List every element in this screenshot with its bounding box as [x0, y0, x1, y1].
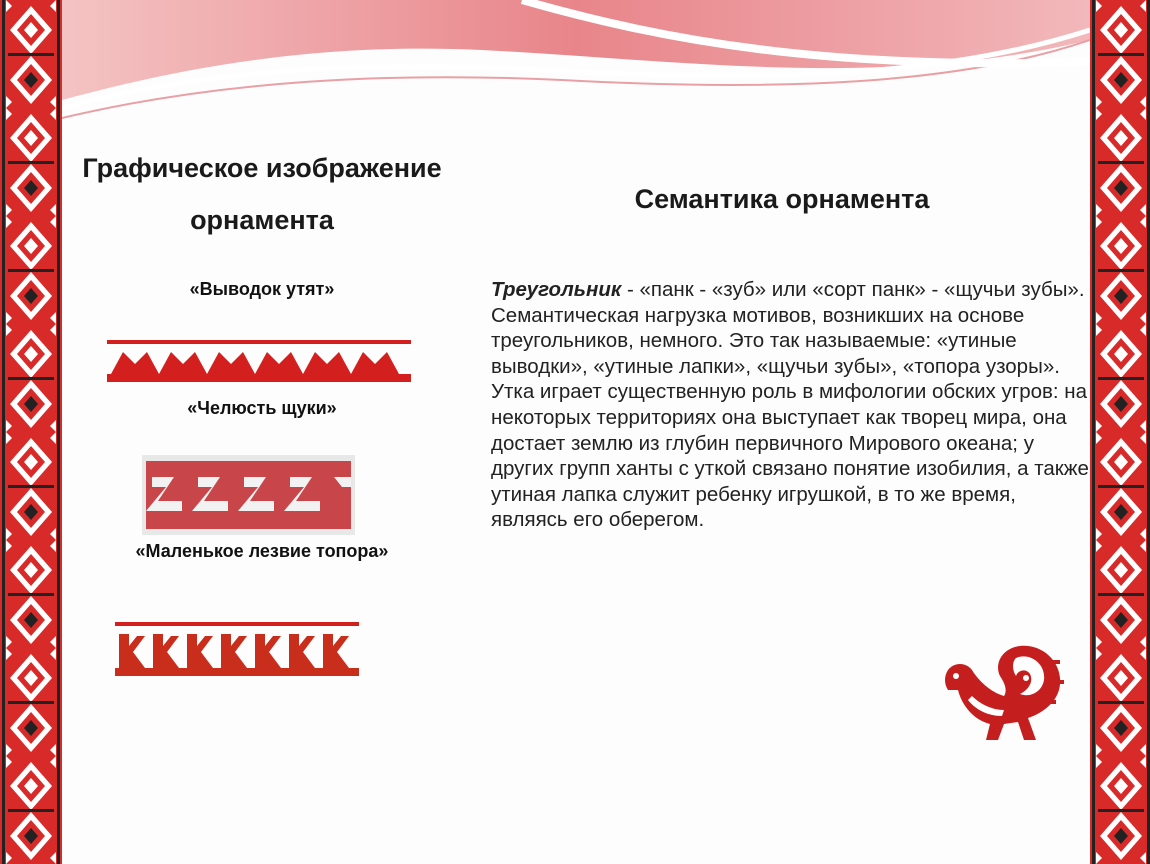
- small-axe-blade-ornament: [115, 622, 359, 678]
- semantics-description: [491, 277, 1090, 533]
- header-swoosh: [62, 0, 1090, 120]
- ornament-label: «Челюсть щуки»: [187, 398, 337, 418]
- left-ornament-border: [0, 0, 62, 864]
- ornament-label: «Выводок утят»: [189, 279, 335, 299]
- ducklings-ornament: [107, 340, 411, 382]
- duck-ornament-icon: [942, 640, 1068, 744]
- graphic-heading: Графическое изображение орнамента: [82, 153, 442, 235]
- semantics-heading: Семантика орнамента: [634, 184, 930, 214]
- description-term: Треугольник: [491, 278, 622, 301]
- right-ornament-border: [1090, 0, 1150, 864]
- description-text: - «панк - «зуб» или «сорт панк» - «щучьи зубы». Семантическая нагрузка мотивов, возникших на основе треугольников, немного. Это так называемые: «утиные выводки», «утиные лапки», «щучьи зубы», «топора узоры». Утка играет существенную роль в мифологии обских угров: на некоторых территориях она выступает как творец мира, она достает землю из глубин первичного Мирового океана; у других групп ханты с уткой связано понятие изобилия, а также утиная лапка служит ребенку игрушкой, в то же время, являясь его оберегом.: [491, 278, 1089, 532]
- slide: [62, 0, 1090, 864]
- pike-jaw-ornament: [142, 455, 355, 535]
- ornament-label: «Маленькое лезвие топора»: [135, 541, 389, 561]
